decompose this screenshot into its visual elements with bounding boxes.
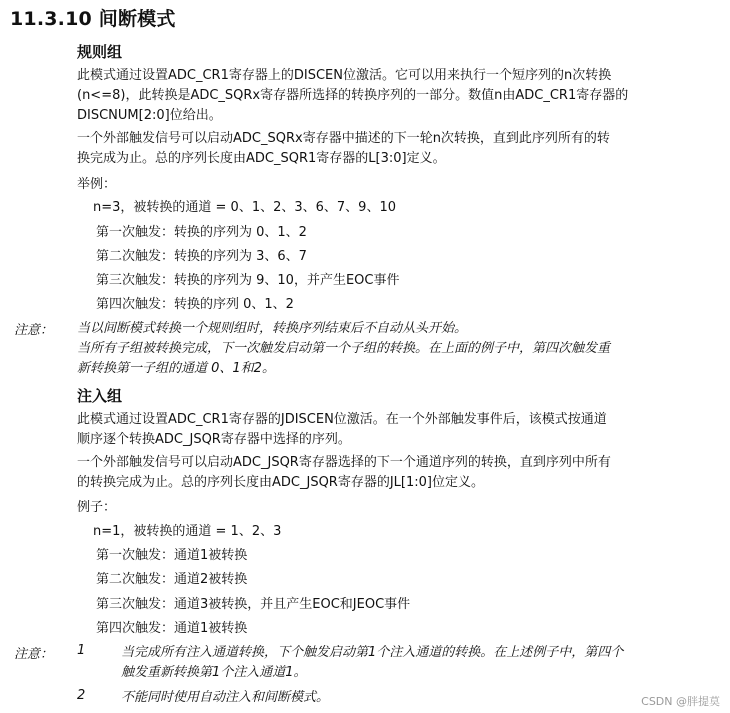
csdn-watermark: CSDN @胖提莫 — [641, 695, 720, 708]
text-line: DISCNUM[2:0]位给出。 — [77, 108, 222, 123]
text-line: (n<=8)，此转换是ADC_SQRx寄存器所选择的转换序列的一部分。数值n由ADC_CR1寄存器的 — [77, 88, 629, 103]
injected-example-item: 第一次触发：通道1被转换 — [96, 548, 248, 563]
note-item-number: 1 — [77, 643, 86, 658]
injected-example-item: 第三次触发：通道3被转换，并且产生EOC和JEOC事件 — [96, 597, 411, 612]
injected-paragraph-2 — [77, 453, 611, 493]
injected-example-item: 第二次触发：通道2被转换 — [96, 572, 248, 587]
note-label: 注意： — [14, 323, 54, 338]
text-line: 触发重新转换第1个注入通道1。 — [121, 665, 307, 680]
injected-example-item: 第四次触发：通道1被转换 — [96, 621, 248, 636]
text-line: 此模式通过设置ADC_CR1寄存器上的DISCEN位激活。它可以用来执行一个短序列的n次转换 — [77, 68, 612, 83]
text-line: 当以间断模式转换一个规则组时，转换序列结束后不自动从头开始。 — [77, 321, 468, 336]
note-item-text — [121, 643, 623, 683]
regular-example-item: 第一次触发：转换的序列为 0、1、2 — [96, 225, 307, 240]
text-line: 一个外部触发信号可以启动ADC_JSQR寄存器选择的下一个通道序列的转换，直到序列中所有 — [77, 455, 611, 470]
note-item-number: 2 — [77, 688, 86, 703]
regular-paragraph-1 — [77, 66, 628, 126]
text-line: 一个外部触发信号可以启动ADC_SQRx寄存器中描述的下一轮n次转换，直到此序列所有的转 — [77, 131, 610, 146]
section-title: 11.3.10 间断模式 — [10, 8, 176, 30]
injected-example-label: 例子： — [77, 500, 117, 515]
injected-example-head: n=1，被转换的通道 = 1、2、3 — [93, 524, 282, 539]
regular-paragraph-2 — [77, 129, 610, 169]
text-line: 此模式通过设置ADC_CR1寄存器的JDISCEN位激活。在一个外部触发事件后，该模式按通道 — [77, 412, 607, 427]
note-label: 注意： — [14, 647, 54, 662]
text-line: 新转换第一子组的通道 0、1和2。 — [77, 361, 275, 376]
injected-group-heading: 注入组 — [77, 387, 123, 405]
regular-group-heading: 规则组 — [77, 43, 123, 61]
text-line: 换完成为止。总的序列长度由ADC_SQR1寄存器的L[3:0]定义。 — [77, 151, 446, 166]
regular-example-item: 第二次触发：转换的序列为 3、6、7 — [96, 249, 307, 264]
injected-paragraph-1 — [77, 410, 607, 450]
text-line: 不能同时使用自动注入和间断模式。 — [121, 690, 330, 705]
text-line: 顺序逐个转换ADC_JSQR寄存器中选择的序列。 — [77, 432, 351, 447]
text-line: 的转换完成为止。总的序列长度由ADC_JSQR寄存器的JL[1:0]位定义。 — [77, 475, 484, 490]
regular-example-head: n=3，被转换的通道 = 0、1、2、3、6、7、9、10 — [93, 200, 396, 215]
regular-example-item: 第四次触发：转换的序列 0、1、2 — [96, 297, 294, 312]
regular-example-label: 举例： — [77, 177, 117, 192]
note-item-text — [121, 688, 329, 708]
regular-example-item: 第三次触发：转换的序列为 9、10，并产生EOC事件 — [96, 273, 400, 288]
text-line: 当完成所有注入通道转换，下个触发启动第1个注入通道的转换。在上述例子中，第四个 — [121, 645, 624, 660]
text-line: 当所有子组被转换完成，下一次触发启动第一个子组的转换。在上面的例子中，第四次触发重 — [77, 341, 611, 356]
note-text — [77, 319, 610, 379]
